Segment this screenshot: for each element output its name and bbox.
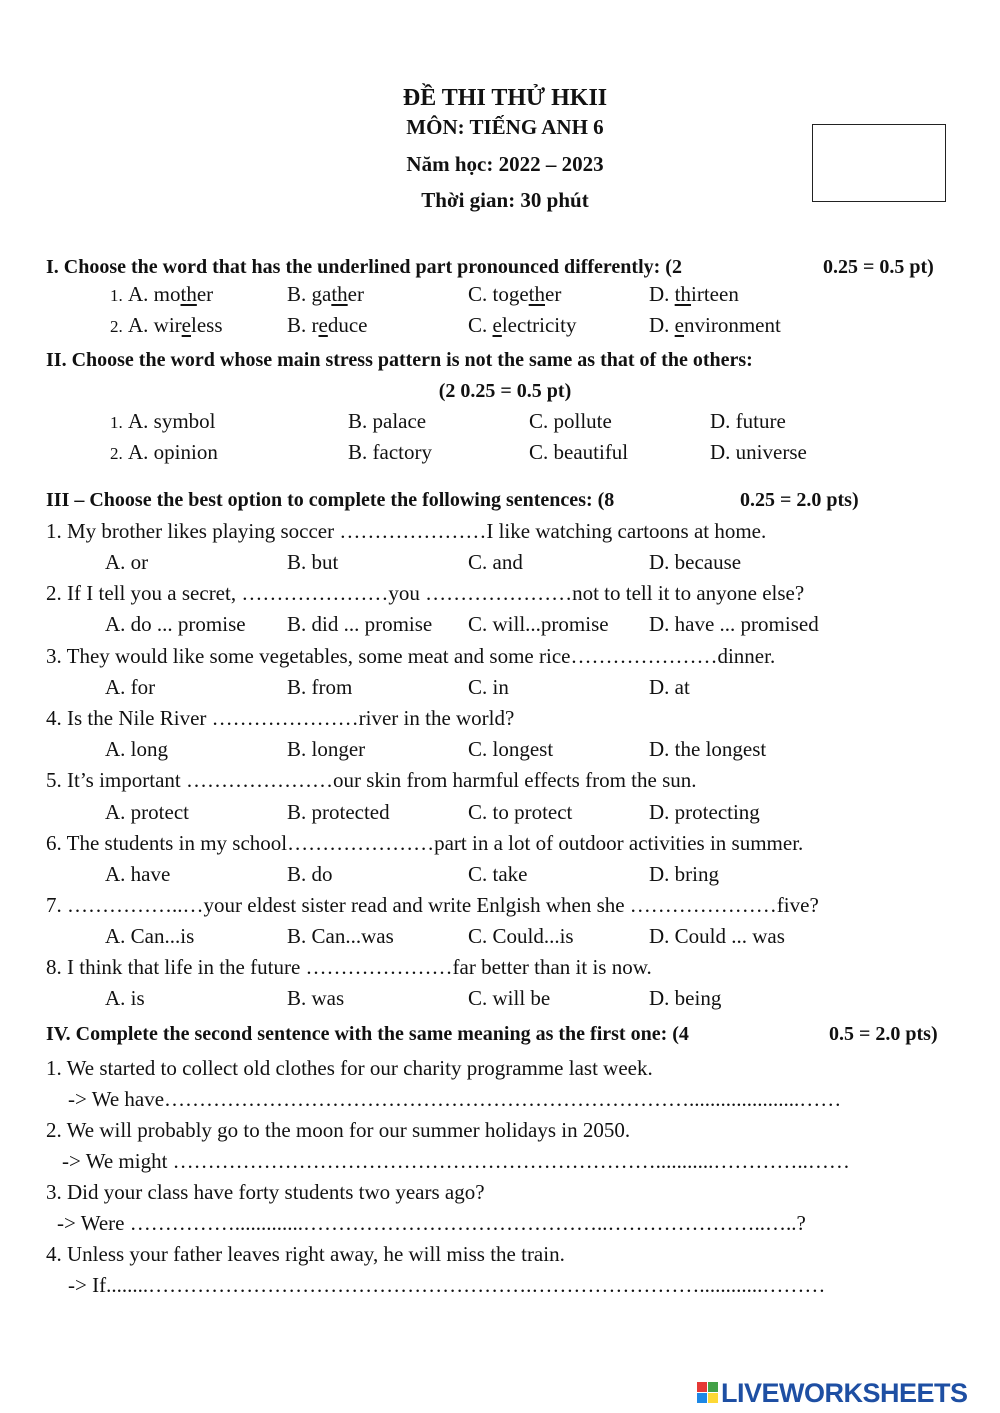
section4-points: 0.5 = 2.0 pts)	[829, 1023, 938, 1045]
question-number: 1.	[110, 413, 123, 432]
option-a[interactable]: A. symbol	[128, 409, 216, 433]
question-text: 6. The students in my school…………………part in a lot of outdoor activities in summer.	[46, 831, 804, 855]
underlined-part: th	[528, 282, 546, 306]
underlined-part: e	[318, 313, 328, 337]
score-box[interactable]	[812, 124, 946, 202]
option-c[interactable]: C. will...promise	[468, 612, 609, 636]
logo-icon	[697, 1382, 719, 1404]
option-text: duce	[327, 313, 368, 337]
option-b[interactable]: B. longer	[287, 737, 366, 761]
option-a[interactable]: A. do ... promise	[105, 612, 246, 636]
option-a[interactable]	[128, 282, 213, 306]
question-text: 5. It’s important …………………our skin from harmful effects from the sun.	[46, 768, 697, 792]
underlined-part: e	[492, 313, 502, 337]
option-a[interactable]: A. Can...is	[105, 924, 195, 948]
exam-subject: MÔN: TIẾNG ANH 6	[406, 115, 604, 139]
option-d[interactable]	[649, 313, 781, 337]
option-b[interactable]: B. but	[287, 550, 339, 574]
option-text: er	[196, 282, 214, 306]
option-d[interactable]: D. bring	[649, 862, 719, 886]
rewrite-prompt: 1. We started to collect old clothes for our charity programme last week.	[46, 1056, 653, 1080]
question-number: 2.	[110, 444, 123, 463]
logo-square-red	[697, 1382, 707, 1392]
option-c[interactable]: C. and	[468, 550, 523, 574]
rewrite-answer-field[interactable]: -> We might ……………………………………………………………...........…………..……	[62, 1149, 850, 1173]
section2-points: (2 0.25 = 0.5 pt)	[438, 380, 572, 402]
section4-heading: IV. Complete the second sentence with the same meaning as the first one: (4	[46, 1023, 689, 1045]
rewrite-prompt: 3. Did your class have forty students two years ago?	[46, 1180, 485, 1204]
section2-heading: II. Choose the word whose main stress pattern is not the same as that of the others:	[46, 349, 753, 371]
question-number: 2.	[110, 317, 123, 336]
question-text: 4. Is the Nile River …………………river in the world?	[46, 706, 515, 730]
option-c[interactable]	[468, 313, 576, 337]
underlined-part: th	[331, 282, 348, 306]
rewrite-prompt: 2. We will probably go to the moon for our summer holidays in 2050.	[46, 1118, 631, 1142]
rewrite-answer-field[interactable]: -> We have………………………………………………………………….....................……	[68, 1087, 842, 1111]
option-c[interactable]: C. Could...is	[468, 924, 574, 948]
question-text: 3. They would like some vegetables, some meat and some rice…………………dinner.	[46, 644, 776, 668]
option-text: B. ga	[287, 282, 332, 306]
option-c[interactable]: C. in	[468, 675, 509, 699]
option-text: C.	[468, 313, 493, 337]
option-a[interactable]: A. is	[105, 986, 145, 1010]
option-b[interactable]: B. factory	[348, 440, 432, 464]
rewrite-answer-field[interactable]: -> Were …………….............……………………………………..…………………..…..?	[57, 1211, 806, 1235]
option-text: B. r	[287, 313, 319, 337]
option-d[interactable]: D. the longest	[649, 737, 767, 761]
option-text: A. mo	[128, 282, 181, 306]
question-text: 8. I think that life in the future …………………far better than it is now.	[46, 955, 652, 979]
option-c[interactable]: C. will be	[468, 986, 551, 1010]
option-a[interactable]: A. protect	[105, 800, 189, 824]
option-d[interactable]: D. because	[649, 550, 742, 574]
underlined-part: th	[674, 282, 692, 306]
option-text: er	[545, 282, 562, 306]
underlined-part: e	[181, 313, 191, 337]
liveworksheets-logo	[697, 1378, 968, 1408]
option-a[interactable]: A. for	[105, 675, 156, 699]
option-a[interactable]: A. or	[105, 550, 149, 574]
option-b[interactable]: B. did ... promise	[287, 612, 433, 636]
exam-title: ĐỀ THI THỬ HKII	[402, 85, 608, 111]
option-b[interactable]	[287, 313, 367, 337]
option-a[interactable]	[128, 313, 223, 337]
logo-square-yellow	[708, 1393, 718, 1403]
option-c[interactable]: C. beautiful	[529, 440, 629, 464]
section1-heading: I. Choose the word that has the underlined part pronounced differently: (2	[46, 256, 682, 278]
option-text: D.	[649, 313, 675, 337]
option-a[interactable]: A. opinion	[128, 440, 218, 464]
option-c[interactable]: C. to protect	[468, 800, 573, 824]
question-text: 2. If I tell you a secret, …………………you …………………not to tell it to anyone else?	[46, 581, 805, 605]
option-d[interactable]: D. at	[649, 675, 690, 699]
option-text: irteen	[691, 282, 739, 306]
logo-square-blue	[697, 1393, 707, 1403]
option-b[interactable]	[287, 282, 364, 306]
option-d[interactable]: D. universe	[710, 440, 807, 464]
option-d[interactable]	[649, 282, 739, 306]
option-a[interactable]: A. have	[105, 862, 171, 886]
section3-points: 0.25 = 2.0 pts)	[740, 489, 859, 511]
option-c[interactable]	[468, 282, 561, 306]
section3-heading: III – Choose the best option to complete the following sentences: (8	[46, 489, 615, 511]
underlined-part: th	[180, 282, 197, 306]
option-text: C. toge	[468, 282, 529, 306]
rewrite-answer-field[interactable]: -> If........……………………………………………….……………………............………	[68, 1273, 826, 1297]
option-b[interactable]: B. protected	[287, 800, 390, 824]
rewrite-prompt: 4. Unless your father leaves right away, he will miss the train.	[46, 1242, 565, 1266]
question-text: 7. ……………..…your eldest sister read and write Enlgish when she …………………five?	[46, 893, 819, 917]
option-d[interactable]: D. being	[649, 986, 722, 1010]
option-c[interactable]: C. pollute	[529, 409, 612, 433]
option-b[interactable]: B. Can...was	[287, 924, 394, 948]
logo-square-green	[708, 1382, 718, 1392]
option-c[interactable]: C. take	[468, 862, 528, 886]
option-b[interactable]: B. from	[287, 675, 353, 699]
option-d[interactable]: D. protecting	[649, 800, 760, 824]
option-b[interactable]: B. do	[287, 862, 333, 886]
option-text: er	[347, 282, 364, 306]
logo-text: LIVEWORKSHEETS	[721, 1377, 968, 1408]
section1-points: 0.25 = 0.5 pt)	[823, 256, 934, 278]
question-text: 1. My brother likes playing soccer …………………I like watching cartoons at home.	[46, 519, 767, 543]
option-text: less	[191, 313, 223, 337]
exam-year: Năm học: 2022 – 2023	[406, 152, 604, 176]
exam-time: Thời gian: 30 phút	[421, 188, 589, 212]
option-b[interactable]: B. palace	[348, 409, 427, 433]
option-d[interactable]: D. future	[710, 409, 786, 433]
option-text: A. wir	[128, 313, 182, 337]
option-text: D.	[649, 282, 675, 306]
option-b[interactable]: B. was	[287, 986, 345, 1010]
option-d[interactable]: D. have ... promised	[649, 612, 819, 636]
option-d[interactable]: D. Could ... was	[649, 924, 785, 948]
option-c[interactable]: C. longest	[468, 737, 554, 761]
question-number: 1.	[110, 286, 123, 305]
option-text: lectricity	[501, 313, 577, 337]
option-a[interactable]: A. long	[105, 737, 168, 761]
option-text: nvironment	[684, 313, 781, 337]
underlined-part: e	[674, 313, 684, 337]
